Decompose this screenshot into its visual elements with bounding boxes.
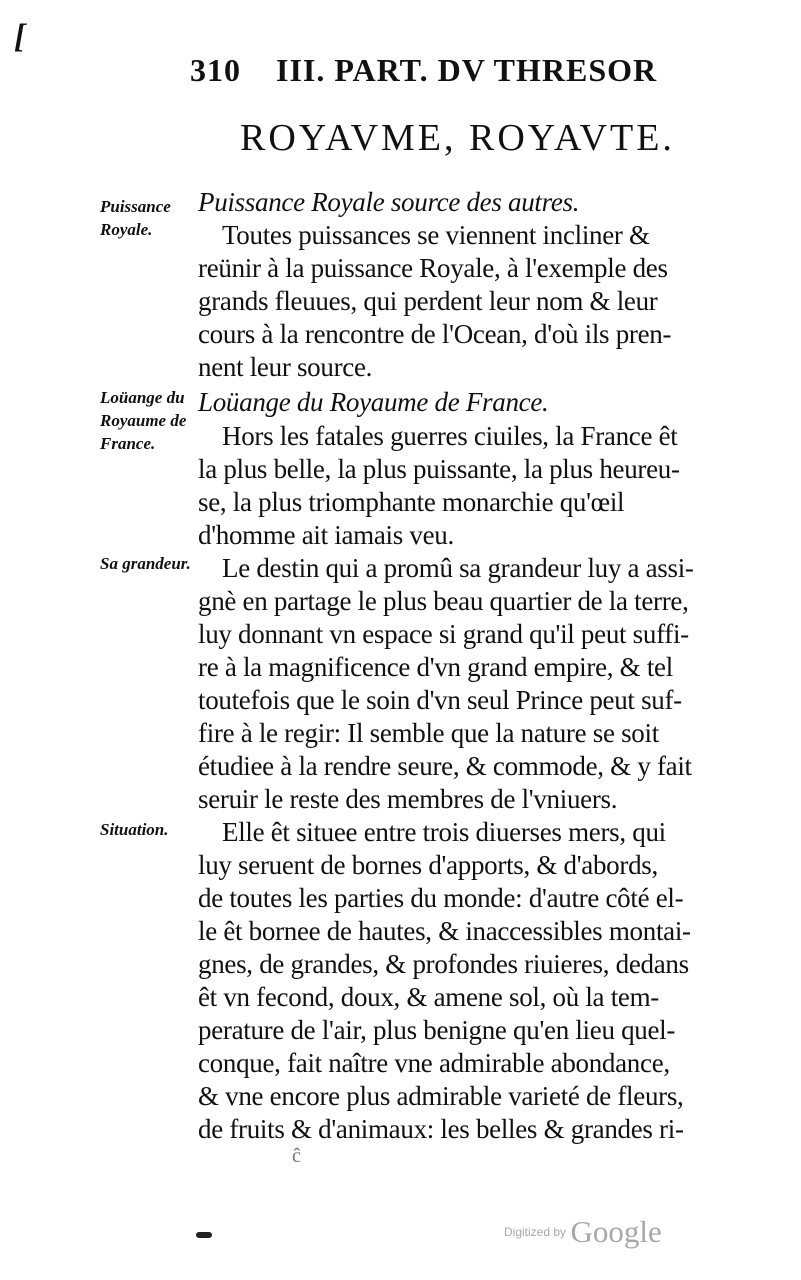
text-line: le êt bornee de hautes, & inaccessibles montai- — [198, 916, 691, 946]
text-line: se, la plus triomphante monarchie qu'œil — [198, 487, 625, 517]
corner-mark: [ — [14, 18, 26, 55]
text-line: étudiee à la rendre seure, & commode, & y fait — [198, 751, 692, 781]
page-number: 310 — [190, 52, 241, 88]
section-heading-puissance: Puissance Royale source des autres. — [198, 187, 580, 217]
text-line: de fruits & d'animaux: les belles & grandes ri- — [198, 1114, 684, 1144]
text-line: grands fleuues, qui perdent leur nom & leur — [198, 286, 658, 316]
text-line: reünir à la puissance Royale, à l'exemple des — [198, 253, 668, 283]
text-line: Toutes puissances se viennent incliner & — [222, 220, 650, 250]
text-line: fire à le regir: Il semble que la nature se soit — [198, 718, 659, 748]
text-line: toutefois que le soin d'vn seul Prince peut suf- — [198, 685, 682, 715]
section-heading-louange: Loüange du Royaume de France. — [198, 387, 549, 417]
text-line: gnè en partage le plus beau quartier de la terre, — [198, 586, 689, 616]
margin-note-puissance: Puissance Royale. — [100, 197, 171, 239]
text-line: cours à la rencontre de l'Ocean, d'où ils pren- — [198, 319, 672, 349]
text-line: Elle êt situee entre trois diuerses mers, qui — [222, 817, 666, 847]
text-line: gnes, de grandes, & profondes riuieres, dedans — [198, 949, 689, 979]
digitized-watermark — [504, 1214, 662, 1250]
text-line: la plus belle, la plus puissante, la plus heureu- — [198, 454, 680, 484]
text-line: re à la magnificence d'vn grand empire, & tel — [198, 652, 673, 682]
text-line: Le destin qui a promû sa grandeur luy a assi- — [222, 553, 694, 583]
margin-note-situation: Situation. — [100, 820, 169, 839]
page-title: ROYAVME, ROYAVTE. — [240, 117, 675, 159]
text-line: nent leur source. — [198, 352, 373, 382]
text-line: êt vn fecond, doux, & amene sol, où la tem- — [198, 982, 659, 1012]
running-head — [190, 52, 670, 89]
text-line: & vne encore plus admirable varieté de fleurs, — [198, 1081, 684, 1111]
margin-note-grandeur: Sa grandeur. — [100, 554, 191, 573]
ink-dash — [196, 1232, 212, 1238]
google-logo: Google — [570, 1214, 662, 1249]
text-line: d'homme ait iamais veu. — [198, 520, 454, 550]
running-head-text: III. PART. DV THRESOR — [276, 52, 658, 88]
text-line: de toutes les parties du monde: d'autre côté el- — [198, 883, 684, 913]
margin-note-louange: Loüange du Royaume de France. — [100, 388, 187, 453]
text-line: luy donnant vn espace si grand qu'il peut suffi- — [198, 619, 689, 649]
watermark-prefix: Digitized by — [504, 1225, 567, 1239]
text-line: luy seruent de bornes d'apports, & d'abords, — [198, 850, 658, 880]
text-line: Hors les fatales guerres ciuiles, la France êt — [222, 421, 678, 451]
text-line: perature de l'air, plus benigne qu'en lieu quel- — [198, 1015, 676, 1045]
stray-mark: ĉ — [292, 1145, 301, 1167]
text-line: seruir le reste des membres de l'vniuers. — [198, 784, 618, 814]
text-line: conque, fait naître vne admirable abondance, — [198, 1048, 670, 1078]
